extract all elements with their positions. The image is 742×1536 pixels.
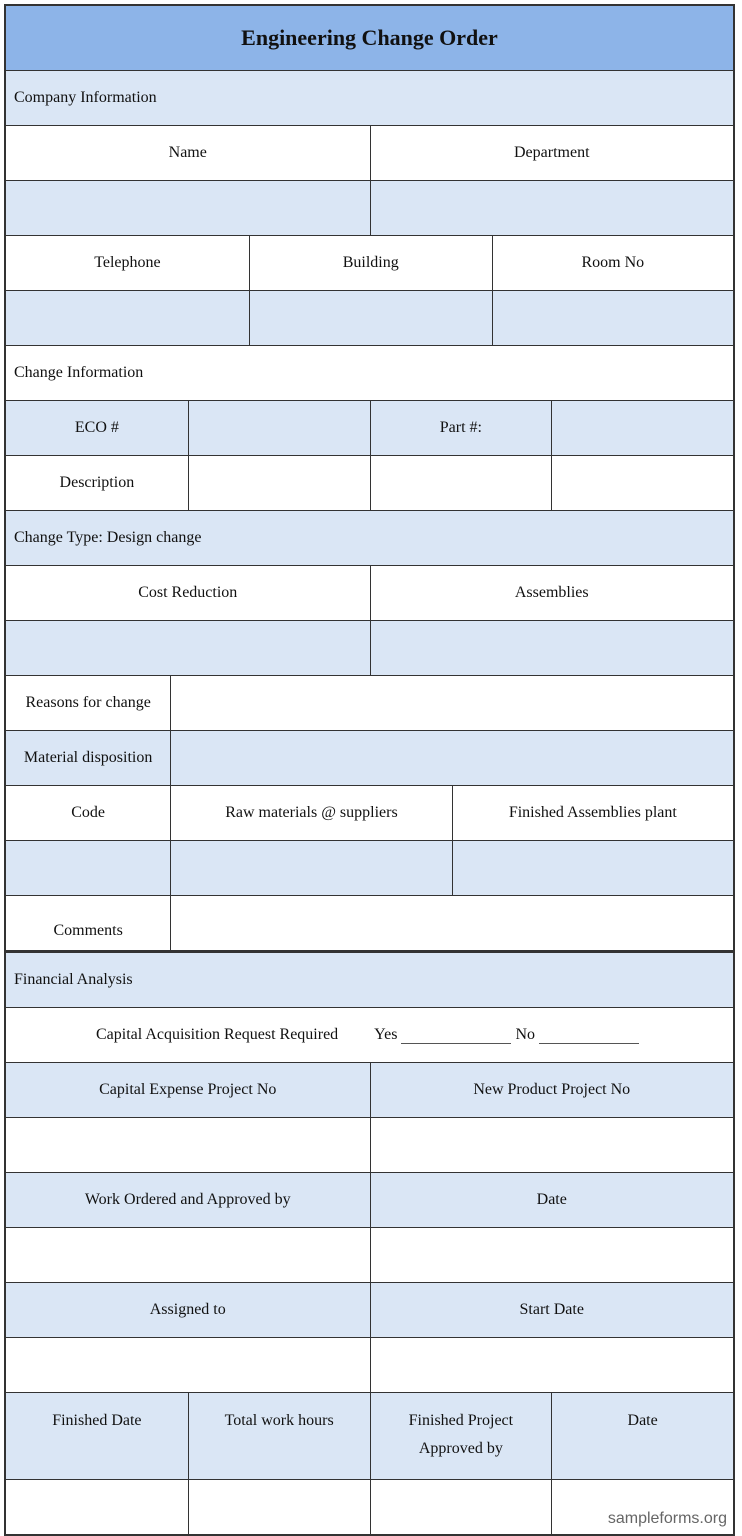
finished-assemblies-field[interactable]	[452, 841, 733, 895]
reasons-field[interactable]	[170, 676, 733, 730]
code-field[interactable]	[6, 841, 170, 895]
form-title: Engineering Change Order	[6, 6, 733, 70]
finished-assemblies-label: Finished Assemblies plant	[452, 786, 733, 840]
newprod-label: New Product Project No	[370, 1063, 734, 1117]
date-field[interactable]	[370, 1228, 734, 1282]
finished-project-text: Finished Project	[408, 1412, 514, 1429]
total-hours-text: Total work hours	[224, 1412, 334, 1429]
form-part-1	[4, 4, 735, 952]
cost-reduction-field[interactable]	[6, 621, 370, 675]
company-section-header: Company Information	[6, 71, 733, 125]
change-type: Change Type: Design change	[6, 511, 733, 565]
date2-field[interactable]	[551, 1480, 733, 1534]
date2-label	[551, 1393, 733, 1479]
building-label: Building	[249, 236, 492, 290]
name-field[interactable]	[6, 181, 370, 235]
telephone-field[interactable]	[6, 291, 249, 345]
car-label: Capital Acquisition Request Required	[95, 1026, 339, 1043]
assemblies-label: Assemblies	[370, 566, 734, 620]
start-date-label: Start Date	[370, 1283, 734, 1337]
finished-project-label	[370, 1393, 552, 1479]
financial-section-header: Financial Analysis	[6, 953, 733, 1007]
eco-label: ECO #	[6, 401, 188, 455]
form-part-2	[4, 951, 735, 1536]
total-hours-field[interactable]	[188, 1480, 370, 1534]
material-label: Material disposition	[6, 731, 170, 785]
department-field[interactable]	[370, 181, 734, 235]
date2-text: Date	[627, 1412, 658, 1429]
capex-field[interactable]	[6, 1118, 370, 1172]
comments-label: Comments	[6, 896, 170, 950]
approved-by-text: Approved by	[418, 1440, 503, 1457]
description-field-1[interactable]	[188, 456, 370, 510]
assemblies-field[interactable]	[370, 621, 734, 675]
work-ordered-field[interactable]	[6, 1228, 370, 1282]
watermark: sampleforms.org	[607, 1510, 727, 1527]
comments-field[interactable]	[170, 896, 733, 950]
no-field[interactable]	[539, 1027, 639, 1044]
finished-date-text: Finished Date	[52, 1412, 142, 1429]
raw-materials-field[interactable]	[170, 841, 451, 895]
description-label: Description	[6, 456, 188, 510]
car-row	[6, 1008, 733, 1062]
finished-project-field[interactable]	[370, 1480, 552, 1534]
name-label: Name	[6, 126, 370, 180]
newprod-field[interactable]	[370, 1118, 734, 1172]
building-field[interactable]	[249, 291, 492, 345]
eco-field[interactable]	[188, 401, 370, 455]
part-field[interactable]	[551, 401, 733, 455]
material-field[interactable]	[170, 731, 733, 785]
change-section-header: Change Information	[6, 346, 733, 400]
finished-date-field[interactable]	[6, 1480, 188, 1534]
finished-date-label	[6, 1393, 188, 1479]
part-label: Part #:	[370, 401, 552, 455]
room-field[interactable]	[492, 291, 733, 345]
assigned-field[interactable]	[6, 1338, 370, 1392]
date-label: Date	[370, 1173, 734, 1227]
no-label: No	[515, 1026, 536, 1043]
description-field-3[interactable]	[551, 456, 733, 510]
yes-field[interactable]	[401, 1027, 511, 1044]
description-field-2[interactable]	[370, 456, 552, 510]
work-ordered-label: Work Ordered and Approved by	[6, 1173, 370, 1227]
room-label: Room No	[492, 236, 733, 290]
capex-label: Capital Expense Project No	[6, 1063, 370, 1117]
assigned-label: Assigned to	[6, 1283, 370, 1337]
start-date-field[interactable]	[370, 1338, 734, 1392]
total-hours-label	[188, 1393, 370, 1479]
raw-materials-label: Raw materials @ suppliers	[170, 786, 451, 840]
code-label: Code	[6, 786, 170, 840]
telephone-label: Telephone	[6, 236, 249, 290]
cost-reduction-label: Cost Reduction	[6, 566, 370, 620]
yes-label: Yes	[374, 1026, 398, 1043]
department-label: Department	[370, 126, 734, 180]
reasons-label: Reasons for change	[6, 676, 170, 730]
